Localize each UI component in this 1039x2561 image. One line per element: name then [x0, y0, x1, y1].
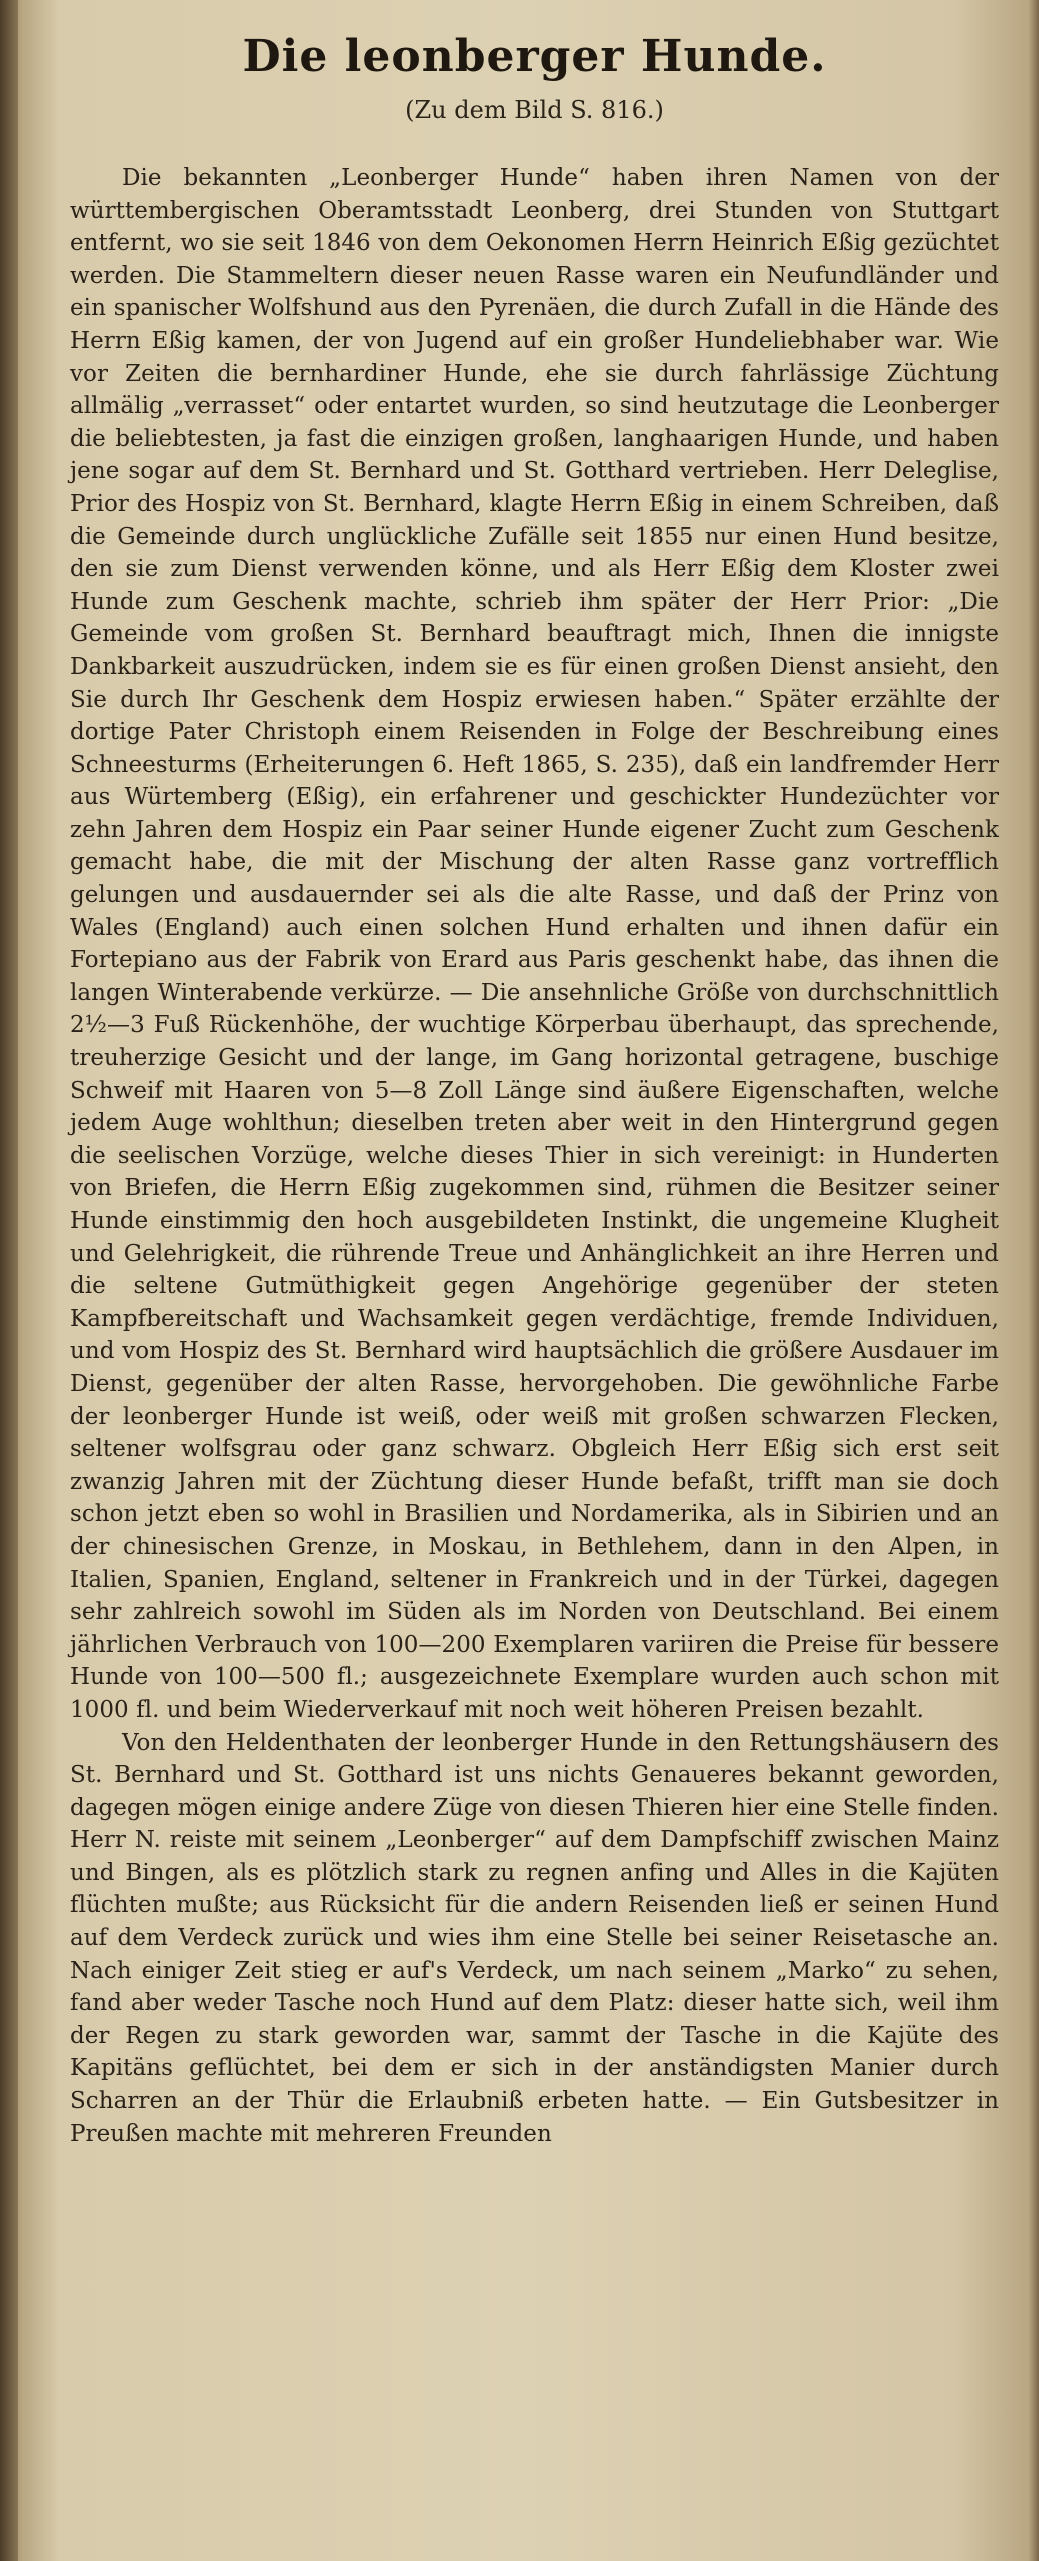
- article-title: Die leonberger Hunde.: [242, 31, 827, 82]
- paragraph-1: Die bekannten „Leonberger Hunde“ haben ihren Namen von der württembergischen Oberamtsstadt Leonberg, drei Stunden von Stuttgart entfernt, wo sie seit 1846 von dem Oekonomen Herrn Heinrich Eßig gezüchtet werden. Die Stammeltern dieser neuen Rasse waren ein Neufundländer und ein spanischer Wolfshund aus den Pyrenäen, die durch Zufall in die Hände des Herrn Eßig kamen, der von Jugend auf ein großer Hundeliebhaber war. Wie vor Zeiten die bernhardiner Hunde, ehe sie durch fahrlässige Züchtung allmälig „verrasset“ oder entartet wurden, so sind heutzutage die Leonberger die beliebtesten, ja fast die einzigen großen, langhaarigen Hunde, und haben jene sogar auf dem St. Bernhard und St. Gotthard vertrieben. Herr Deleglise, Prior des Hospiz von St. Bernhard, klagte Herrn Eßig in einem Schreiben, daß die Gemeinde durch unglückliche Zufälle seit 1855 nur einen Hund besitze, den sie zum Dienst verwenden könne, und als Herr Eßig dem Kloster zwei Hunde zum Geschenk machte, schrieb ihm später der Herr Prior: „Die Gemeinde vom großen St. Bernhard beauftragt mich, Ihnen die innigste Dankbarkeit auszudrücken, indem sie es für einen großen Dienst ansieht, den Sie durch Ihr Geschenk dem Hospiz erwiesen haben.“ Später erzählte der dortige Pater Christoph einem Reisenden in Folge der Beschreibung eines Schneesturms (Erheiterungen 6. Heft 1865, S. 235), daß ein landfremder Herr aus Würtemberg (Eßig), ein erfahrener und geschickter Hundezüchter vor zehn Jahren dem Hospiz ein Paar seiner Hunde eigener Zucht zum Geschenk gemacht habe, die mit der Mischung der alten Rasse ganz vortrefflich gelungen und ausdauernder sei als die alte Rasse, und daß der Prinz von Wales (England) auch einen solchen Hund erhalten und ihnen dafür ein Fortepiano aus der Fabrik von Erard aus Paris geschenkt habe, das ihnen die langen Winterabende verkürze. — Die ansehnliche Größe von durchschnittlich 2½—3 Fuß Rückenhöhe, der wuchtige Körperbau überhaupt, das sprechende, treuherzige Gesicht und der lange, im Gang horizontal getragene, buschige Schweif mit Haaren von 5—8 Zoll Länge sind äußere Eigenschaften, welche jedem Auge wohlthun; dieselben treten aber weit in den Hintergrund gegen die seelischen Vorzüge, welche dieses Thier in sich vereinigt: in Hunderten von Briefen, die Herrn Eßig zugekommen sind, rühmen die Besitzer seiner Hunde einstimmig den hoch ausgebildeten Instinkt, die ungemeine Klugheit und Gelehrigkeit, die rührende Treue und Anhänglichkeit an ihre Herren und die seltene Gutmüthigkeit gegen Angehörige gegenüber der steten Kampfbereitschaft und Wachsamkeit gegen verdächtige, fremde Individuen, und vom Hospiz des St. Bernhard wird hauptsächlich die größere Ausdauer im Dienst, gegenüber der alten Rasse, hervorgehoben. Die gewöhnliche Farbe der leonberger Hunde ist weiß, oder weiß mit großen schwarzen Flecken, seltener wolfsgrau oder ganz schwarz. Obgleich Herr Eßig sich erst seit zwanzig Jahren mit der Züchtung dieser Hunde befaßt, trifft man sie doch schon jetzt eben so wohl in Brasilien und Nordamerika, als in Sibirien und an der chinesischen Grenze, in Moskau, in Bethlehem, dann in den Alpen, in Italien, Spanien, England, seltener in Frankreich und in der Türkei, dagegen sehr zahlreich sowohl im Süden als im Norden von Deutschland. Bei einem jährlichen Verbrauch von 100—200 Exemplaren variiren die Preise für bessere Hunde von 100—500 fl.; ausgezeichnete Exemplare wurden auch schon mit 1000 fl. und beim Wiederverkauf mit noch weit höheren Preisen bezahlt.: [70, 165, 999, 1723]
- article-subtitle: (Zu dem Bild S. 816.): [405, 96, 664, 124]
- article-body: [70, 162, 999, 2150]
- paragraph-2: Von den Heldenthaten der leonberger Hunde in den Rettungshäusern des St. Bernhard und St. Gotthard ist uns nichts Genaueres bekannt geworden, dagegen mögen einige andere Züge von diesen Thieren hier eine Stelle finden. Herr N. reiste mit seinem „Leonberger“ auf dem Dampfschiff zwischen Mainz und Bingen, als es plötzlich stark zu regnen anfing und Alles in die Kajüten flüchten mußte; aus Rücksicht für die andern Reisenden ließ er seinen Hund auf dem Verdeck zurück und wies ihm eine Stelle bei seiner Reisetasche an. Nach einiger Zeit stieg er auf's Verdeck, um nach seinem „Marko“ zu sehen, fand aber weder Tasche noch Hund auf dem Platz: dieser hatte sich, weil ihm der Regen zu stark geworden war, sammt der Tasche in die Kajüte des Kapitäns geflüchtet, bei dem er sich in der anständigsten Manier durch Scharren an der Thür die Erlaubniß erbeten hatte. — Ein Gutsbesitzer in Preußen machte mit mehreren Freunden: [70, 1729, 999, 2147]
